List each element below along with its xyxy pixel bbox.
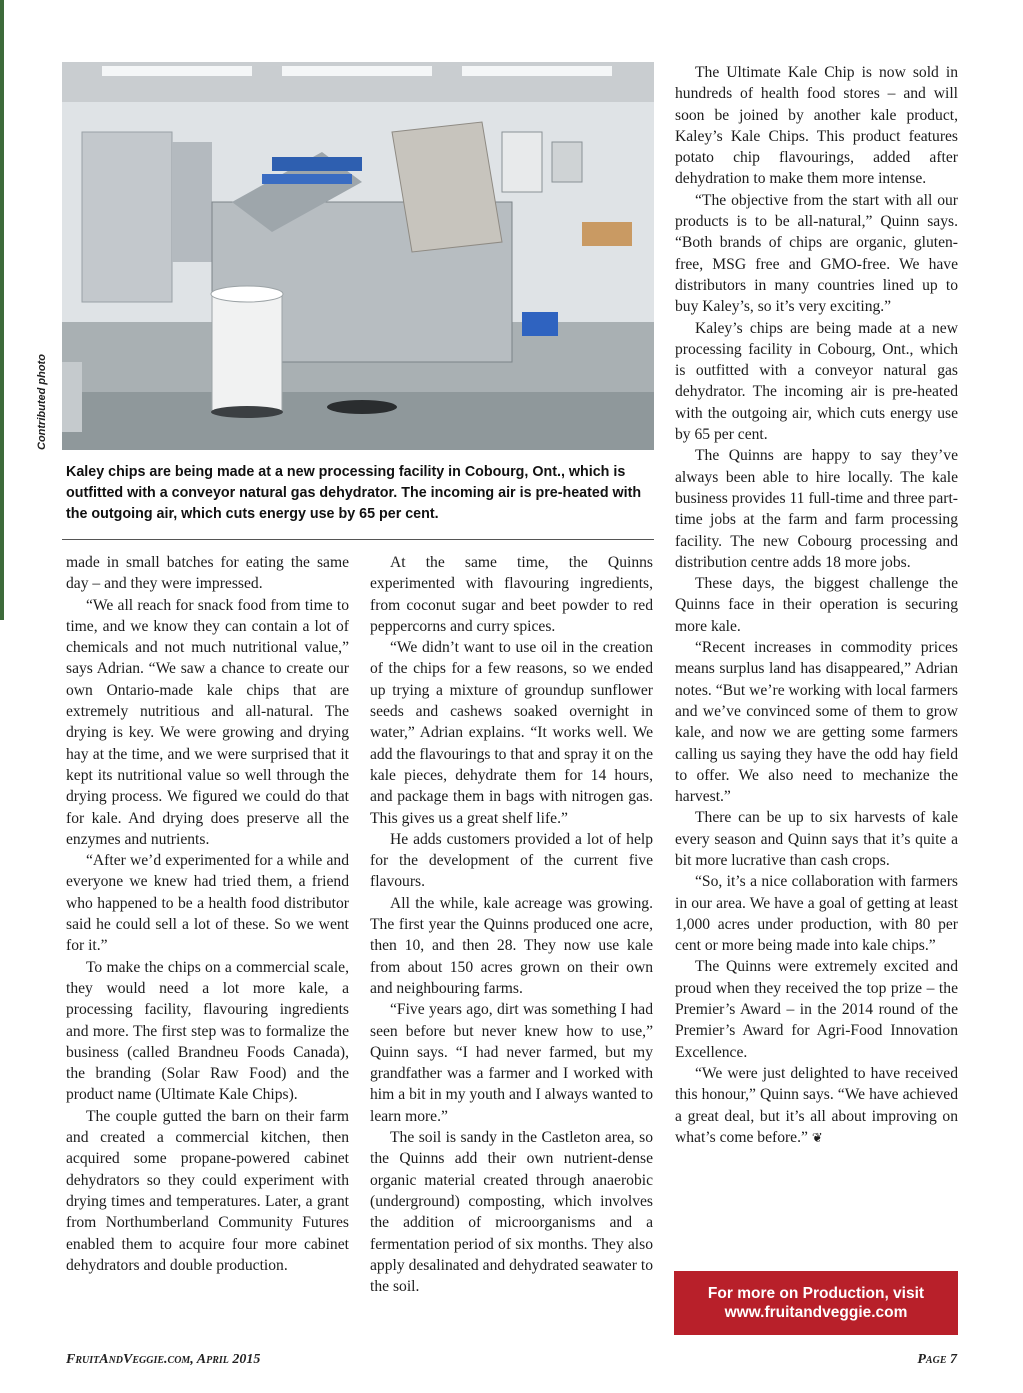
paragraph: The Quinns were extremely excited and proud when they received the top prize – the Premier’s Award – in the 2014 round of the Premier’s Award for Agri-Food Innovation Excellence. (675, 958, 958, 1061)
paragraph: All the while, kale acreage was growing. The first year the Quinns produced one acre, then 10, and then 28. They now use kale from about 150 acres grown on their own and neighbouring farms. (370, 894, 653, 997)
paragraph: Kaley’s chips are being made at a new processing facility in Cobourg, Ont., which is outfitted with a conveyor natural gas dehydrator. The incoming air is pre-heated with the outgoing air, which cuts energy use by 65 per cent. (675, 319, 958, 444)
paragraph: The Quinns are happy to say they’ve always been able to hire locally. The kale business provides 11 full-time and three part-time jobs at the farm and farm processing facility. The new Cobourg processing and distribution centre adds 18 more jobs. (675, 447, 958, 571)
paragraph: “The objective from the start with all our products is to be all-natural,” Quinn says. “Both brands of chips are organic, gluten-free, MSG free and GMO-free. We have distributors in many countries lined up to buy Kaley’s, so it’s very exciting.” (675, 191, 958, 316)
facility-photo (62, 62, 654, 450)
promo-line-1: For more on Production, visit (707, 1285, 925, 1302)
article-column-2 (370, 552, 653, 1297)
promo-box[interactable] (674, 1271, 958, 1335)
paragraph: The couple gutted the barn on their farm and created a commercial kitchen, then acquired some propane-powered cabinet dehydrators so they could experiment with drying times and temperatures. Later, a grant from Northumberland Community Futures enabled them to acquire four more cabinet dehydrators and double production. (66, 1107, 349, 1274)
end-mark-icon: ❦ (811, 1129, 823, 1145)
photo-caption: Kaley chips are being made at a new processing facility in Cobourg, Ont., which is outfitted with a conveyor natural gas dehydrator. The incoming air is pre-heated with the outgoing air, which cuts energy use by 65 per cent. (66, 464, 642, 522)
paragraph: The soil is sandy in the Castleton area, so the Quinns add their own nutrient-dense organic material created through anaerobic (underground) composting, which involves the addition of microorganisms and a fermentation period of six months. They also apply desalinated and dehydrated seawater to the soil. (370, 1129, 653, 1296)
paragraph: These days, the biggest challenge the Quinns face in their operation is securing more kale. (675, 575, 958, 635)
facility-photo-illustration (62, 62, 654, 450)
paragraph: “So, it’s a nice collaboration with farmers in our area. We have a goal of getting at least 1,000 acres under production, with 80 per cent or more being made into kale chips.” (675, 873, 958, 955)
paragraph: “After we’d experimented for a while and everyone we knew had tried them, a friend who happened to be a health food distributor said he could sell a lot of these. So we went for it.” (66, 852, 349, 955)
photo-credit: Contributed photo (36, 354, 48, 450)
paragraph: made in small batches for eating the same day – and they were impressed. (66, 554, 349, 593)
paragraph: There can be up to six harvests of kale every season and Quinn says that it’s quite a bit more lucrative than cash crops. (675, 809, 958, 869)
paragraph: He adds customers provided a lot of help for the development of the current five flavours. (370, 830, 653, 891)
article-column-3 (675, 62, 958, 1148)
article-column-1 (66, 552, 349, 1276)
paragraph-last-text: “We were just delighted to have received this honour,” Quinn says. “We have achieved a great deal, but it’s all about improving on what’s come before.” (675, 1064, 958, 1146)
promo-link[interactable]: www.fruitandveggie.com (724, 1304, 908, 1321)
page-edge-bar (0, 0, 4, 620)
paragraph: At the same time, the Quinns experimented with flavouring ingredients, from coconut sugar and beet powder to red peppercorns and curry spices. (370, 554, 653, 635)
footer-page-number: Page 7 (917, 1352, 957, 1367)
paragraph-last (675, 1063, 958, 1148)
paragraph: The Ultimate Kale Chip is now sold in hundreds of health food stores – and will soon be joined by another kale product, Kaley’s Kale Chips. This product features potato chip flavourings, added after dehydration to make them more intense. (675, 64, 958, 188)
paragraph: “We all reach for snack food from time to time, and we know they can contain a lot of chemicals and not much nutritional value,” says Adrian. “We saw a chance to create our own Ontario-made kale chips that are extremely nutritious and all-natural. The drying is key. We were growing and drying hay at the time, and we were surprised that it kept its nutritional value so well through the drying process. We figured we could do that for kale. And drying does preserve all the enzymes and nutrients. (66, 596, 349, 848)
paragraph: “We didn’t want to use oil in the creation of the chips for a few reasons, so we ended up trying a mixture of groundup sunflower seeds and cashews soaked overnight in water,” Adrian explains. “It works well. We add the flavourings to that and spray it on the kale pieces, dehydrate them for 14 hours, and package them in bags with nitrogen gas. This gives us a great shelf life.” (370, 639, 653, 827)
caption-divider (62, 539, 654, 540)
paragraph: To make the chips on a commercial scale, they would need a lot more kale, a processing facility, flavouring ingredients and more. The first step was to formalize the business (called Brandneu Foods Canada), the branding (Solar Raw Food) and the product name (Ultimate Kale Chips). (66, 958, 349, 1104)
footer-publication: FruitAndVeggie.com, April 2015 (66, 1352, 261, 1367)
paragraph: “Five years ago, dirt was something I had seen before but never knew how to use,” Quinn says. “I had never farmed, but my grandfather was a farmer and I worked with him a bit in my youth and I always wanted to learn more.” (370, 1001, 653, 1125)
paragraph: “Recent increases in commodity prices means surplus land has disappeared,” Adrian notes. “But we’re working with local farmers and we’ve convinced some of them to grow kale, and now we are getting some farmers calling us saying they have the odd hay field to offer. We also need to mechanize the harvest.” (675, 639, 958, 806)
